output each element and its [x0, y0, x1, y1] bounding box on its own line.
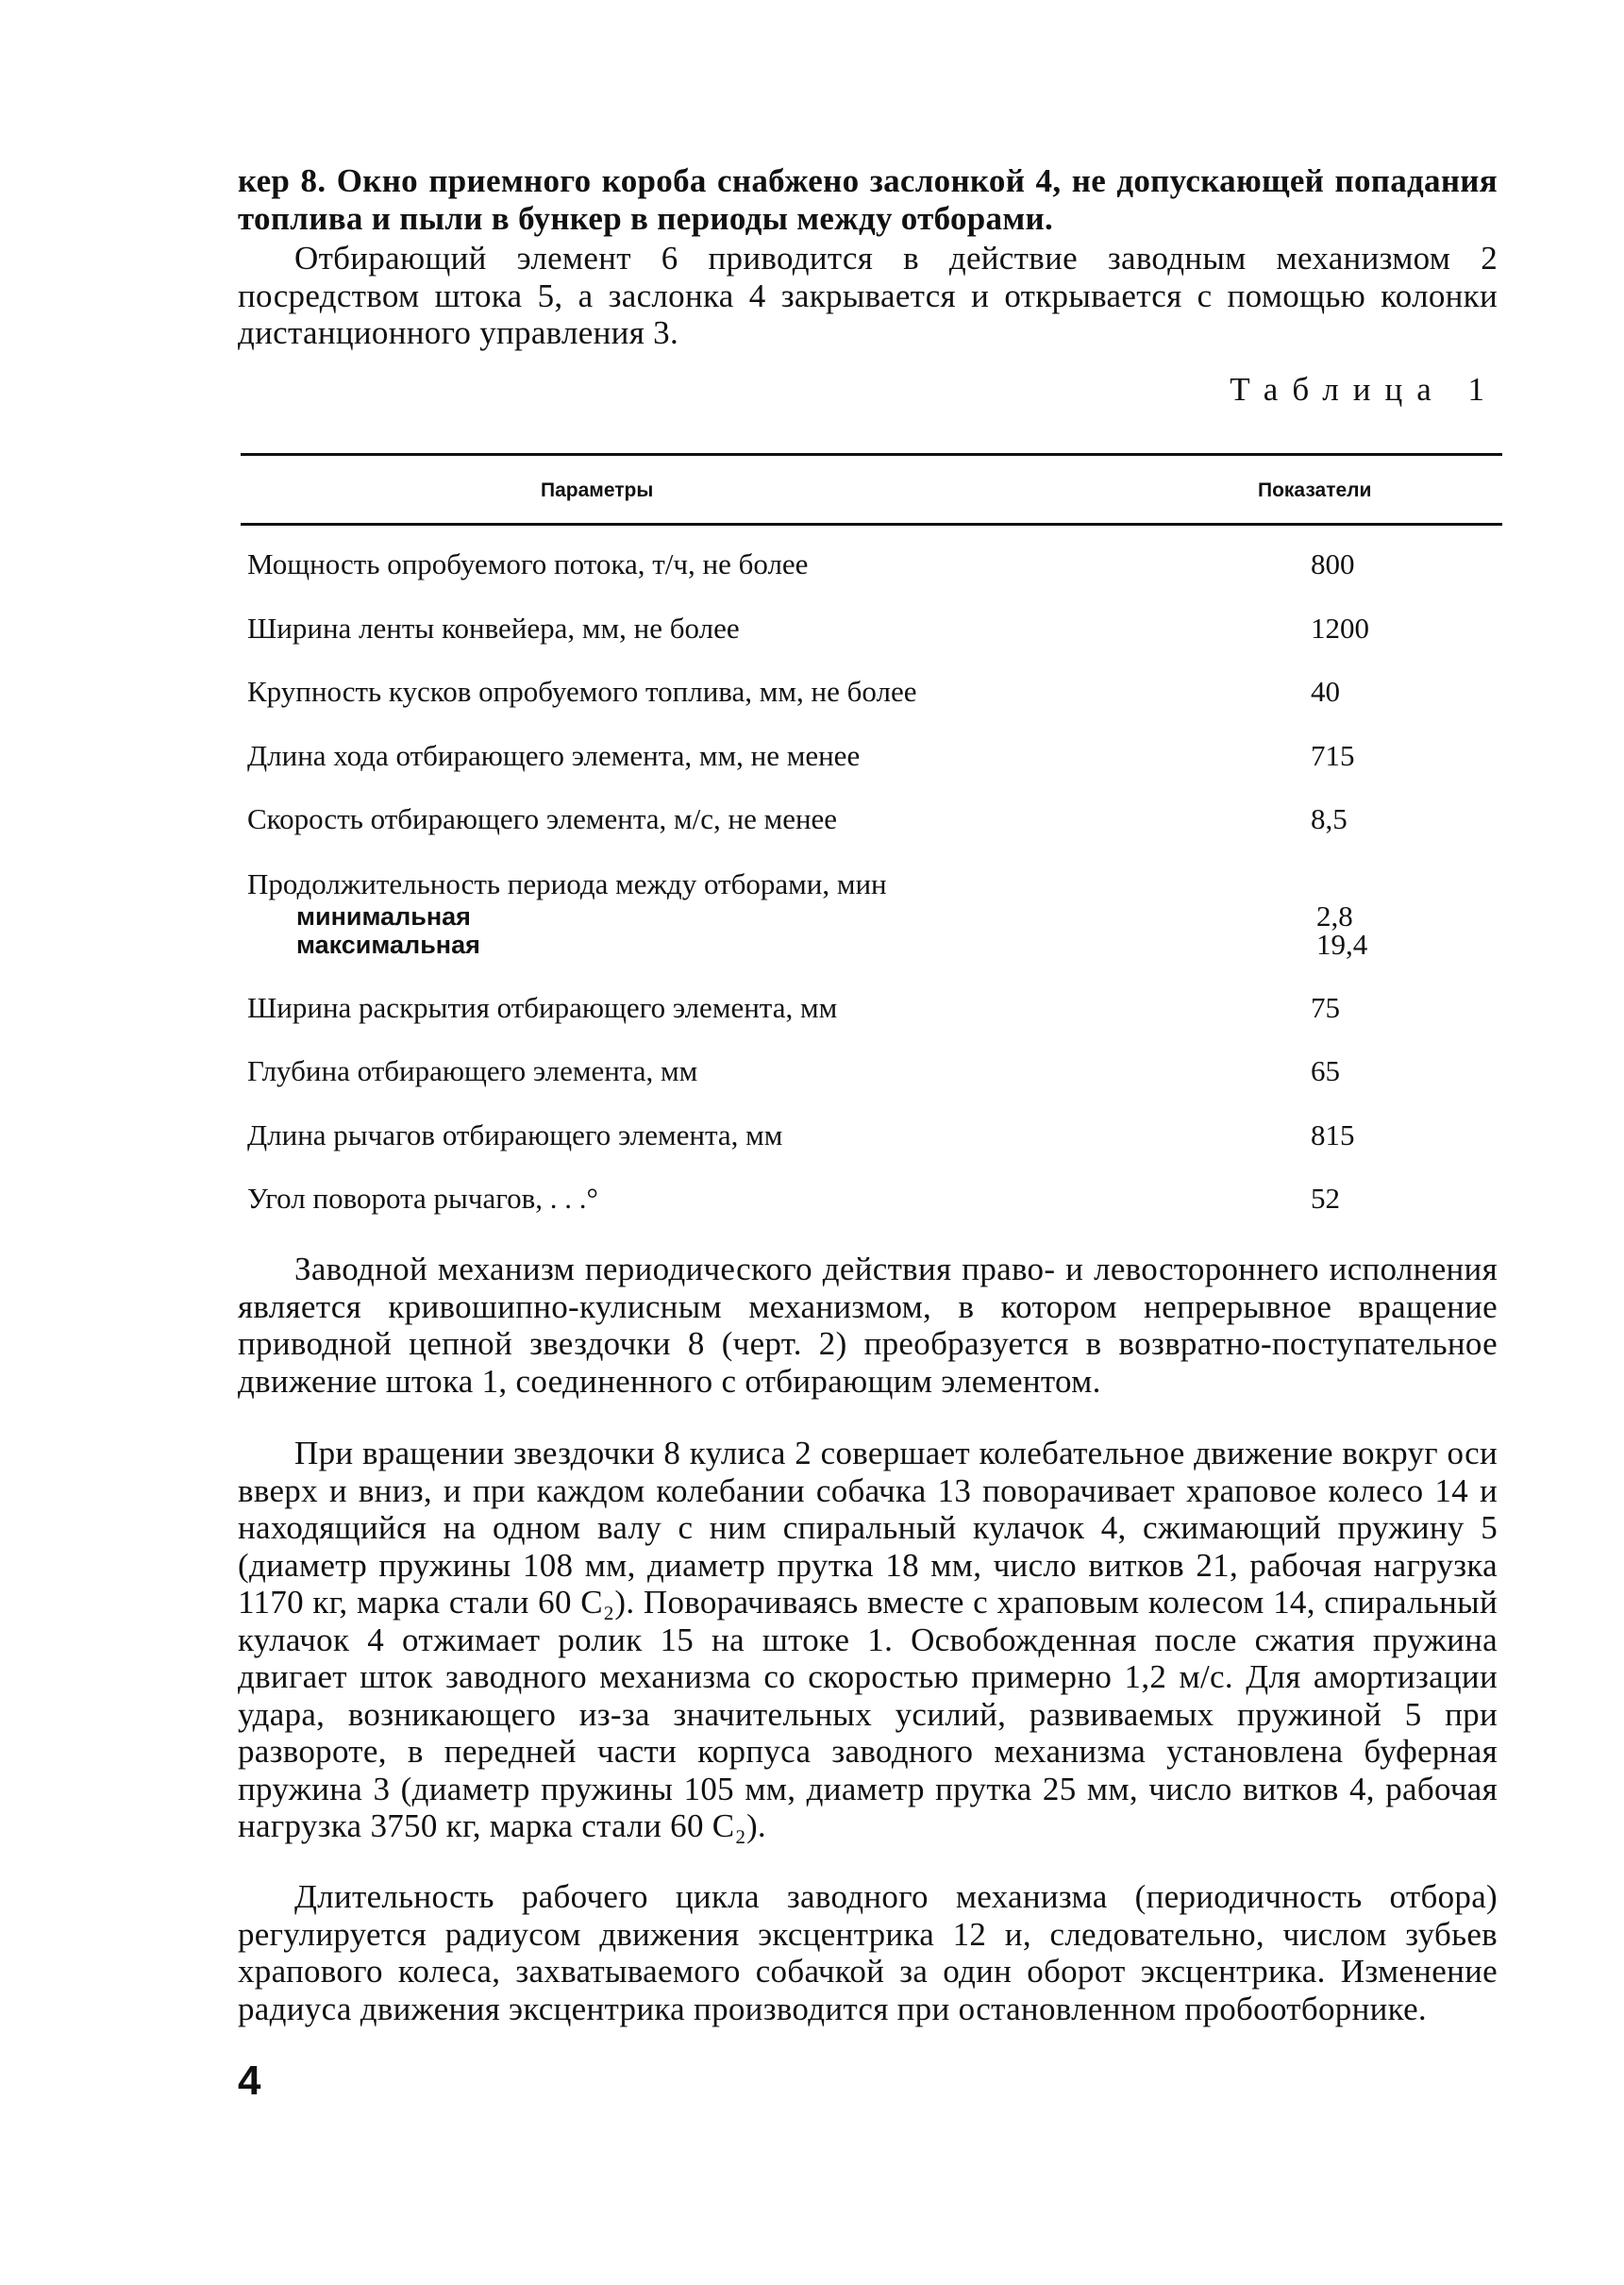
row-value: 815: [1311, 1118, 1355, 1151]
row-sublabel-max: максимальная: [296, 931, 480, 959]
row-value: 40: [1311, 675, 1340, 708]
body-paragraph-3: Длительность рабочего цикла заводного механизма (периодичность отбора) регулируется радиусом движения эксцентрика 12 и, следовательно, числом зубьев храпового колеса, захватываемого собачкой за один оборот эксцентрика. Изменение радиуса движения эксцентрика производится при остановленном пробоотборнике.: [238, 1878, 1498, 2027]
body-paragraph-1: Заводной механизм периодического действия право- и левостороннего исполнения является кривошипно-кулисным механизмом, в котором непрерывное вращение приводной цепной звездочки 8 (черт. 2) преобразуется в возвратно-поступательное движение штока 1, соединенного с отбирающим элементом.: [238, 1251, 1498, 1400]
row-value: 715: [1311, 739, 1355, 772]
table-header-rule: [241, 523, 1502, 526]
table-caption: Таблица 1: [1230, 371, 1498, 408]
intro-paragraph-2: Отбирающий элемент 6 приводится в действие заводным механизмом 2 посредством штока 5, а заслонка 4 закрывается и открывается с помощью колонки дистанционного управления 3.: [238, 240, 1498, 351]
row-value: 75: [1311, 991, 1340, 1024]
row-label: Ширина раскрытия отбирающего элемента, мм: [247, 991, 838, 1024]
body-paragraph-2: При вращении звездочки 8 кулиса 2 совершает колебательное движение вокруг оси вверх и вниз, и при каждом колебании собачка 13 поворачивает храповое колесо 14 и находящийся на одном валу с ним спиральный кулачок 4, сжимающий пружину 5 (диаметр пружины 108 мм, диаметр прутка 18 мм, число витков 21, рабочая нагрузка 1170 кг, марка стали 60 С₂). Поворачиваясь вместе с храповым колесом 14, спиральный кулачок 4 отжимает ролик 15 на штоке 1. Освобожденная после сжатия пружина двигает шток заводного механизма со скоростью примерно 1,2 м/с. Для амортизации удара, возникающего из-за значительных усилий, развиваемых пружиной 5 при развороте, в передней части корпуса заводного механизма установлена буферная пружина 3 (диаметр пружины 105 мм, диаметр прутка 25 мм, число витков 4, рабочая нагрузка 3750 кг, марка стали 60 С₂).: [238, 1435, 1498, 1844]
row-label: Мощность опробуемого потока, т/ч, не более: [247, 547, 809, 580]
intro-paragraph-1: кер 8. Окно приемного короба снабжено заслонкой 4, не допускающей попадания топлива и пыли в бункер в периоды между отборами.: [238, 162, 1498, 237]
table-header-param: Параметры: [541, 479, 654, 501]
row-value: 800: [1311, 547, 1355, 580]
row-label: Угол поворота рычагов, . . .°: [247, 1182, 598, 1215]
row-label: Продолжительность периода между отборами, мин: [247, 867, 887, 900]
row-label: Длина хода отбирающего элемента, мм, не менее: [247, 739, 861, 772]
row-sublabel-min: минимальная: [296, 902, 471, 931]
page-number: 4: [238, 2058, 261, 2104]
row-value-max: 19,4: [1316, 928, 1368, 961]
row-value-min: 2,8: [1316, 899, 1353, 932]
row-value: 65: [1311, 1054, 1340, 1087]
row-label: Ширина ленты конвейера, мм, не более: [247, 612, 740, 645]
table-header-value: Показатели: [1258, 479, 1372, 501]
row-label: Длина рычагов отбирающего элемента, мм: [247, 1118, 783, 1151]
row-label: Крупность кусков опробуемого топлива, мм, не более: [247, 675, 917, 708]
row-label: Глубина отбирающего элемента, мм: [247, 1054, 698, 1087]
row-value: 52: [1311, 1182, 1340, 1215]
table-top-rule: [241, 453, 1502, 456]
row-value: 1200: [1311, 612, 1369, 645]
row-label: Скорость отбирающего элемента, м/с, не менее: [247, 802, 838, 835]
row-value: 8,5: [1311, 802, 1348, 835]
